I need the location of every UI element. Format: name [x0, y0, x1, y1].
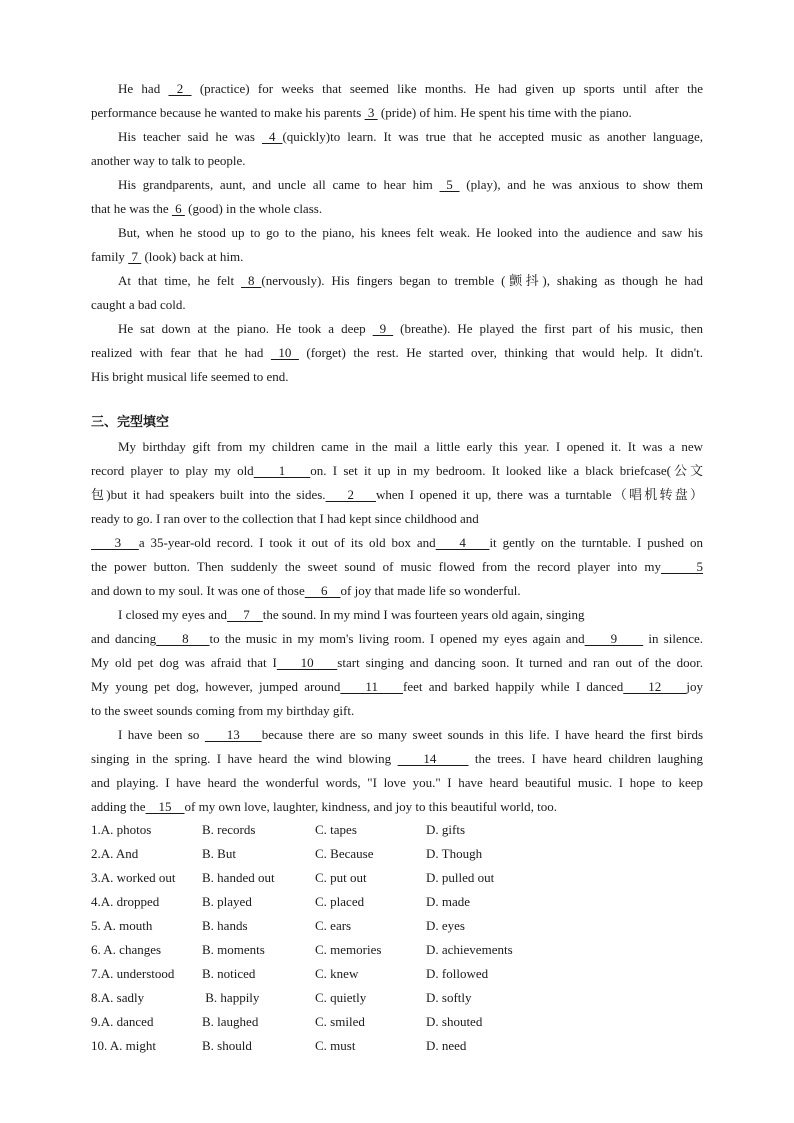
passage-line: [91, 751, 703, 767]
passage-line: [118, 607, 703, 623]
text-run: (practice) for weeks that seemed like months. He had given up sports until after the: [191, 81, 704, 96]
text-run: He had: [118, 81, 169, 96]
option-choice: B. records: [202, 822, 256, 837]
passage-line: [118, 81, 703, 97]
option-choice: B. moments: [202, 942, 265, 957]
text-run: ready to go. I ran over to the collection that I had kept since childhood and: [91, 511, 479, 526]
text-run: My old pet dog was afraid that I: [91, 655, 277, 670]
passage-line: [91, 201, 703, 217]
text-run: it gently on the turntable. I pushed on: [489, 535, 703, 550]
text-run: because there are so many sweet sounds in this life. I have heard the first birds: [261, 727, 703, 742]
answer-blank: 2: [325, 487, 376, 502]
option-choice: D. need: [426, 1038, 467, 1053]
text-run: I closed my eyes and: [118, 607, 228, 622]
text-run: the trees. I have heard children laughing: [468, 751, 704, 766]
text-run: (good) in the whole class.: [184, 201, 323, 216]
option-choice: B. laughed: [202, 1014, 259, 1029]
text-run: (forget) the rest. He started over, thinking that would help. It didn't.: [298, 345, 703, 360]
option-row: [91, 870, 651, 886]
text-run: At that time, he felt: [118, 273, 242, 288]
option-choice: C. must: [315, 1038, 356, 1053]
passage-line: [91, 631, 703, 647]
text-run: (breathe). He played the first part of his music, then: [393, 321, 703, 336]
passage-line: [118, 177, 703, 193]
option-row: [91, 1014, 651, 1030]
text-run: But, when he stood up to go to the piano, his knees felt weak. He looked into the audience and saw his: [118, 225, 703, 240]
answer-blank: 5: [661, 559, 704, 574]
option-choice: B. handed out: [202, 870, 275, 885]
option-choice: B. noticed: [202, 966, 256, 981]
text-run: the sound. In my mind I was fourteen years old again, singing: [262, 607, 585, 622]
option-choice: 5. A. mouth: [91, 918, 153, 933]
option-choice: 10. A. might: [91, 1038, 157, 1053]
answer-blank: 6: [171, 201, 185, 216]
passage-line: [91, 535, 703, 551]
option-choice: C. knew: [315, 966, 359, 981]
option-choice: C. smiled: [315, 1014, 365, 1029]
text-run: His bright musical life seemed to end.: [91, 369, 289, 384]
answer-blank: 7: [128, 249, 142, 264]
text-run: adding the: [91, 799, 146, 814]
answer-blank: 14: [397, 751, 469, 766]
text-run: a 35-year-old record. I took it out of its old box and: [138, 535, 436, 550]
text-run: start singing and dancing soon. It turned and ran out of the door.: [337, 655, 704, 670]
option-choice: B. happily: [202, 990, 260, 1005]
text-run: in silence.: [643, 631, 704, 646]
answer-blank: 13: [204, 727, 262, 742]
answer-blank: 12: [623, 679, 687, 694]
option-row: [91, 846, 651, 862]
text-run: (play), and he was anxious to show them: [459, 177, 704, 192]
option-choice: B. But: [202, 846, 236, 861]
answer-blank: 10: [270, 345, 299, 360]
option-choice: 1.A. photos: [91, 822, 152, 837]
text-run: I have been so: [118, 727, 205, 742]
text-run: when I opened it up, there was a turntable（唱机转盘）: [375, 487, 703, 502]
option-choice: C. placed: [315, 894, 365, 909]
passage-line: [91, 153, 703, 169]
option-choice: B. played: [202, 894, 252, 909]
answer-blank: 3: [91, 535, 139, 550]
text-run: (look) back at him.: [141, 249, 244, 264]
option-row: [91, 918, 651, 934]
passage-line: [91, 463, 703, 479]
text-run: the power button. Then suddenly the sweet sound of music flowed from the record player into my: [91, 559, 662, 574]
option-choice: D. followed: [426, 966, 489, 981]
text-run: joy: [686, 679, 703, 694]
answer-blank: 3: [364, 105, 378, 120]
option-choice: D. Though: [426, 846, 483, 861]
option-choice: 4.A. dropped: [91, 894, 160, 909]
text-run: His teacher said he was: [118, 129, 262, 144]
answer-blank: 8: [241, 273, 262, 288]
passage-line: [91, 105, 703, 121]
option-row: [91, 966, 651, 982]
section-heading-cloze: 三、完型填空: [91, 415, 170, 430]
text-run: another way to talk to people.: [91, 153, 246, 168]
answer-blank: 8: [156, 631, 210, 646]
option-choice: C. ears: [315, 918, 352, 933]
passage-line: [118, 273, 703, 289]
option-row: [91, 894, 651, 910]
passage-line: [91, 559, 703, 575]
option-choice: D. eyes: [426, 918, 465, 933]
option-row: [91, 822, 651, 838]
option-choice: C. tapes: [315, 822, 357, 837]
answer-blank: 5: [439, 177, 460, 192]
text-run: singing in the spring. I have heard the wind blowing: [91, 751, 398, 766]
text-run: to the sweet sounds coming from my birthday gift.: [91, 703, 355, 718]
text-run: His grandparents, aunt, and uncle all came to hear him: [118, 177, 440, 192]
passage-line: [91, 799, 703, 815]
text-run: My young pet dog, however, jumped around: [91, 679, 341, 694]
text-run: family: [91, 249, 129, 264]
passage-line: [118, 321, 703, 337]
answer-blank: 9: [584, 631, 644, 646]
option-choice: C. memories: [315, 942, 382, 957]
option-choice: C. put out: [315, 870, 367, 885]
answer-blank: 15: [145, 799, 185, 814]
answer-blank: 10: [276, 655, 338, 670]
passage-line: [91, 345, 703, 361]
text-run: to the music in my mom's living room. I opened my eyes again and: [209, 631, 585, 646]
text-run: (quickly)to learn. It was true that he accepted music as another language,: [282, 129, 704, 144]
option-choice: 6. A. changes: [91, 942, 162, 957]
passage-line: [91, 487, 703, 503]
option-row: [91, 942, 651, 958]
option-choice: 9.A. danced: [91, 1014, 154, 1029]
text-run: He sat down at the piano. He took a deep: [118, 321, 373, 336]
text-run: feet and barked happily while I danced: [403, 679, 624, 694]
text-run: of my own love, laughter, kindness, and joy to this beautiful world, too.: [184, 799, 557, 814]
passage-line: [91, 775, 703, 791]
text-run: caught a bad cold.: [91, 297, 186, 312]
text-run: (nervously). His fingers began to tremble (颤抖), shaking as though he had: [261, 273, 703, 288]
option-choice: 2.A. And: [91, 846, 139, 861]
passage-line: [91, 655, 703, 671]
answer-blank: 6: [304, 583, 341, 598]
option-row: [91, 990, 651, 1006]
option-choice: D. achievements: [426, 942, 513, 957]
passage-line: [118, 439, 703, 455]
answer-blank: 11: [340, 679, 404, 694]
option-choice: 8.A. sadly: [91, 990, 145, 1005]
option-choice: C. quietly: [315, 990, 367, 1005]
option-choice: C. Because: [315, 846, 374, 861]
text-run: performance because he wanted to make his parents: [91, 105, 365, 120]
answer-blank: 7: [227, 607, 263, 622]
passage-line: [91, 297, 703, 313]
text-run: that he was the: [91, 201, 172, 216]
text-run: and playing. I have heard the wonderful words, "I love you." I have heard beautiful music. I hope to keep: [91, 775, 703, 790]
passage-line: [91, 369, 703, 385]
text-run: on. I set it up in my bedroom. It looked like a black briefcase(公文: [310, 463, 704, 478]
option-choice: 7.A. understood: [91, 966, 175, 981]
option-choice: D. made: [426, 894, 471, 909]
answer-blank: 1: [253, 463, 311, 478]
text-run: record player to play my old: [91, 463, 254, 478]
text-run: realized with fear that he had: [91, 345, 271, 360]
text-run: (pride) of him. He spent his time with the piano.: [377, 105, 632, 120]
passage-line: [118, 225, 703, 241]
answer-blank: 4: [261, 129, 283, 144]
option-choice: B. hands: [202, 918, 248, 933]
passage-line: [118, 129, 703, 145]
option-choice: D. shouted: [426, 1014, 483, 1029]
passage-line: [91, 679, 703, 695]
passage-line: [91, 249, 703, 265]
text-run: of joy that made life so wonderful.: [340, 583, 521, 598]
answer-blank: 4: [435, 535, 490, 550]
text-run: 包)but it had speakers built into the sides.: [91, 487, 326, 502]
passage-line: [91, 583, 703, 599]
answer-blank: 2: [168, 81, 192, 96]
option-choice: D. gifts: [426, 822, 465, 837]
passage-line: [91, 703, 703, 719]
answer-blank: 9: [372, 321, 394, 336]
option-row: [91, 1038, 651, 1054]
option-choice: B. should: [202, 1038, 252, 1053]
passage-line: [91, 511, 703, 527]
option-choice: D. pulled out: [426, 870, 495, 885]
option-choice: 3.A. worked out: [91, 870, 176, 885]
text-run: and down to my soul. It was one of those: [91, 583, 305, 598]
text-run: My birthday gift from my children came in the mail a little early this year. I opened it. It was a new: [118, 439, 703, 454]
option-choice: D. softly: [426, 990, 472, 1005]
text-run: and dancing: [91, 631, 157, 646]
passage-line: [118, 727, 703, 743]
